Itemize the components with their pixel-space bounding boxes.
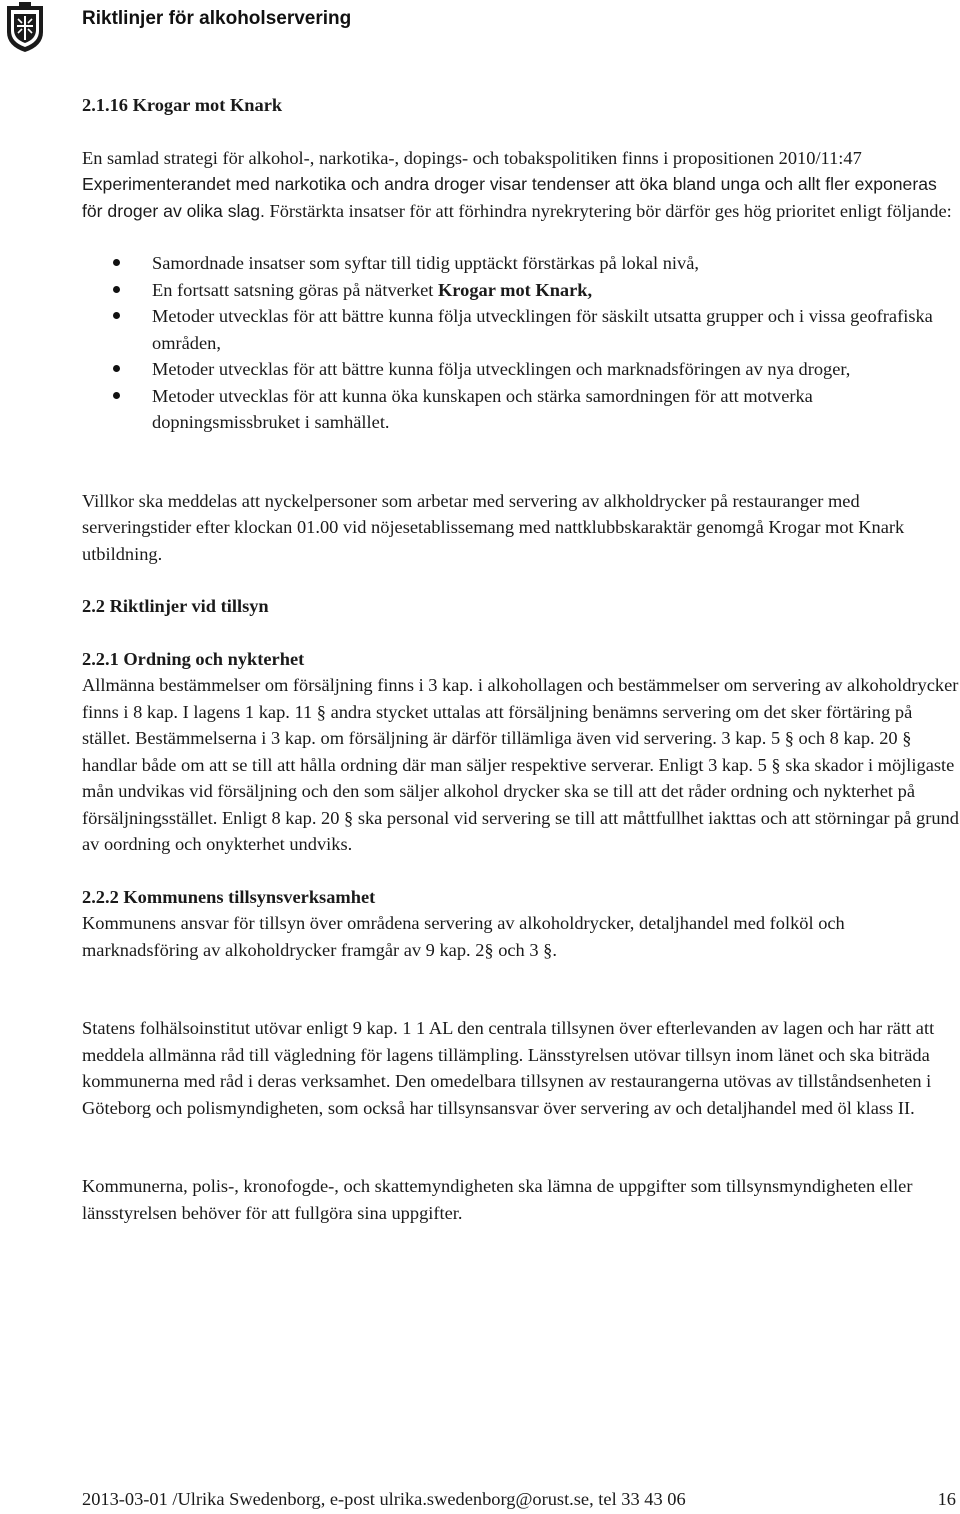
page-number: 16	[937, 1489, 956, 1509]
page-footer	[82, 1487, 956, 1511]
krogar-mot-knark-bold: Krogar mot Knark,	[438, 279, 593, 300]
municipal-responsibility-paragraph: Kommunens ansvar för tillsyn över områdena servering av alkoholdrycker, detaljhandel med folköl och marknadsföring av alkoholdrycker framgår av 9 kap. 2§ och 3 §.	[82, 913, 845, 960]
heading-2-1-16: 2.1.16 Krogar mot Knark	[82, 95, 283, 115]
heading-2-2-2: 2.2.2 Kommunens tillsynsverksamhet	[82, 886, 376, 907]
reinforcement-text: Förstärkta insatser för att förhindra nyrekrytering bör därför ges hög prioritet enligt följande:	[264, 200, 952, 221]
document-body	[82, 92, 960, 1226]
order-sobriety-paragraph: Allmänna bestämmelser om försäljning finns i 3 kap. i alkohollagen och bestämmelser om servering av alkoholdrycker finns i 8 kap. I lagens 1 kap. 11 § andra stycket uttalas att försäljning benämns servering om det sker förtäring på stället. Bestämmelserna i 3 kap. om försäljning är därför tillämliga även vid servering. 3 kap. 5 § och 8 kap. 20 § handlar både om att se till att hålla ordning där man säljer respektive serverar. Enligt 3 kap. 5 § ska skador i möjligaste mån undvikas vid försäljning och den som säljer alkohol drycker ska se till att det råder ordning och nykterhet på försäljningsstället. Enligt 8 kap. 20 § ska personal vid servering se till att måttfullhet iakttas och att störningar på grund av oordning och onykterhet undviks.	[82, 675, 959, 854]
strategy-paragraph: En samlad strategi för alkohol-, narkotika-, dopings- och tobakspolitiken finns i propositionen 2010/11:47	[82, 147, 862, 168]
list-item: Metoder utvecklas för att kunna öka kunskapen och stärka samordningen för att motverka dopningsmissbruket i samhället.	[82, 383, 960, 436]
measures-list	[82, 250, 960, 436]
experimentation-paragraph	[82, 171, 960, 224]
footer-contact: 2013-03-01 /Ulrika Swedenborg, e-post ulrika.swedenborg@orust.se, tel 33 43 06	[82, 1489, 686, 1509]
heading-2-2: 2.2 Riktlinjer vid tillsyn	[82, 596, 269, 616]
document-header-title: Riktlinjer för alkoholservering	[82, 8, 352, 29]
heading-2-2-1: 2.2.1 Ordning och nykterhet	[82, 648, 305, 669]
national-supervision-paragraph: Statens folhälsoinstitut utövar enligt 9 kap. 1 1 AL den centrala tillsynen över efterlevanden av lagen och har rätt att meddela allmänna råd till vägledning för lagens tillämpling. Länsstyrelsen utövar tillsyn inom länet och ska biträda kommunerna med råd i deras verksamhet. Den omedelbara tillsynen av restaurangerna utövas av tillståndsenheten i Göteborg och polismyndigheten, som också har tillsynsansvar över servering av och detaljhandel med öl klass II.	[82, 1018, 935, 1118]
conditions-paragraph: Villkor ska meddelas att nyckelpersoner som arbetar med servering av alkholdrycker på restauranger med serveringstider efter klockan 01.00 vid nöjesetablissemang med nattklubbskaraktär genomgå Krogar mot Knark utbildning.	[82, 490, 905, 564]
authorities-paragraph: Kommunerna, polis-, kronofogde-, och skattemyndigheten ska lämna de uppgifter som tillsynsmyndigheten eller länsstyrelsen behöver för att fullgöra sina uppgifter.	[82, 1176, 913, 1223]
municipal-coat-of-arms-icon	[4, 2, 46, 54]
list-item: Samordnade insatser som syftar till tidig upptäckt förstärkas på lokal nivå,	[82, 250, 960, 277]
list-item: Metoder utvecklas för att bättre kunna följa utvecklingen och marknadsföringen av nya droger,	[82, 356, 960, 383]
experimentation-text: Experimenterandet med narkotika och andra droger visar tendenser att öka bland unga och allt fler exponeras för droger av olika slag.	[82, 174, 937, 221]
list-item: Metoder utvecklas för att bättre kunna följa utvecklingen för säskilt utsatta grupper och i vissa geofrafiska områden,	[82, 303, 960, 356]
list-item: En fortsatt satsning göras på nätverket Krogar mot Knark,	[82, 277, 960, 304]
